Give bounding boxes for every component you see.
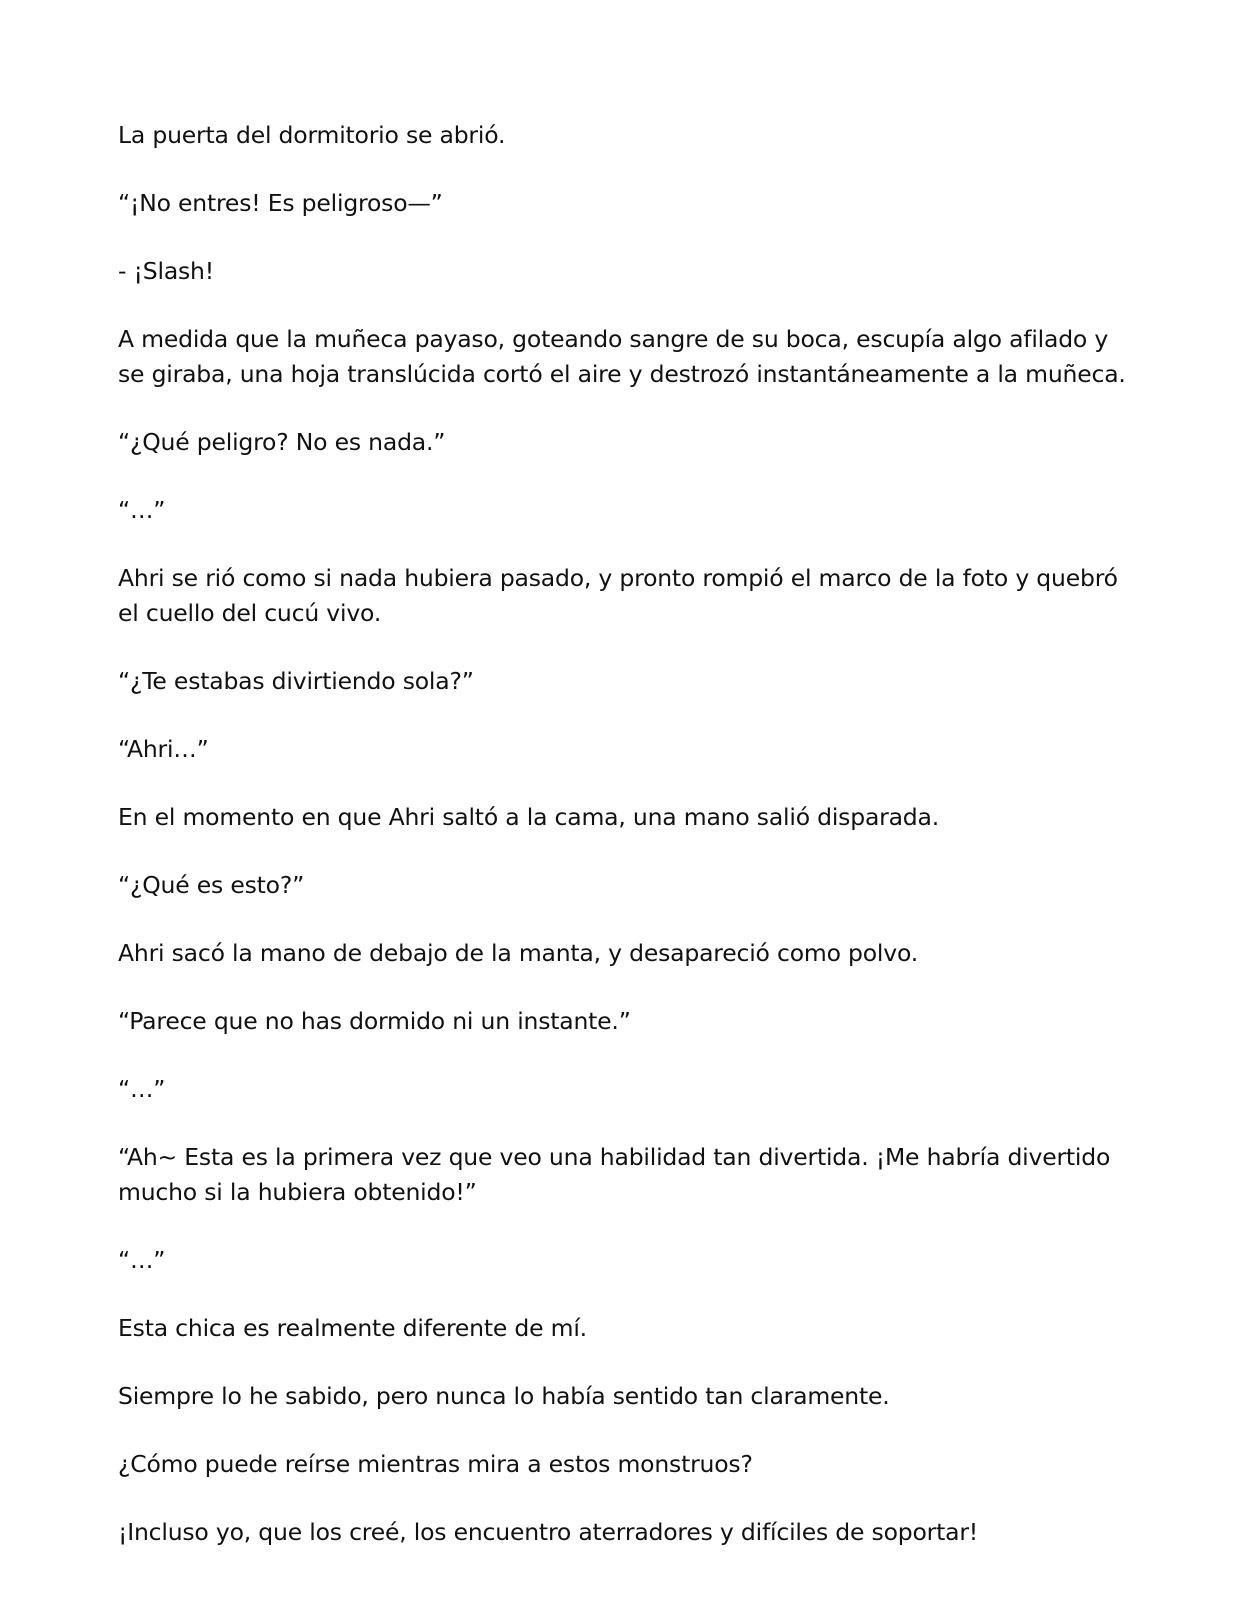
paragraph: “Parece que no has dormido ni un instante.”: [118, 1007, 631, 1035]
paragraph: “…”: [118, 1246, 166, 1274]
paragraph: ¿Cómo puede reírse mientras mira a estos monstruos?: [118, 1450, 753, 1478]
paragraph: Siempre lo he sabido, pero nunca lo había sentido tan claramente.: [118, 1382, 890, 1410]
paragraph: “Ah~ Esta es la primera vez que veo una habilidad tan divertida. ¡Me habría divertido mucho si la hubiera obtenido!”: [118, 1143, 1111, 1206]
paragraph: - ¡Slash!: [118, 257, 214, 285]
document-body: [118, 118, 1128, 1583]
paragraph: Ahri sacó la mano de debajo de la manta, y desapareció como polvo.: [118, 939, 918, 967]
paragraph: “¿Qué peligro? No es nada.”: [118, 428, 446, 456]
paragraph: Ahri se rió como si nada hubiera pasado, y pronto rompió el marco de la foto y quebró el cuello del cucú vivo.: [118, 564, 1118, 627]
paragraph: “Ahri…”: [118, 735, 209, 763]
paragraph: La puerta del dormitorio se abrió.: [118, 121, 506, 149]
paragraph: En el momento en que Ahri saltó a la cama, una mano salió disparada.: [118, 803, 939, 831]
paragraph: “¿Qué es esto?”: [118, 871, 305, 899]
paragraph: “…”: [118, 1075, 166, 1103]
paragraph: Esta chica es realmente diferente de mí.: [118, 1314, 587, 1342]
paragraph: “¿Te estabas divirtiendo sola?”: [118, 667, 474, 695]
paragraph: A medida que la muñeca payaso, goteando sangre de su boca, escupía algo afilado y se giraba, una hoja translúcida cortó el aire y destrozó instantáneamente a la muñeca.: [118, 325, 1126, 388]
paragraph: “¡No entres! Es peligroso—”: [118, 189, 443, 217]
paragraph: ¡Incluso yo, que los creé, los encuentro aterradores y difíciles de soportar!: [118, 1518, 979, 1546]
paragraph: “…”: [118, 496, 166, 524]
